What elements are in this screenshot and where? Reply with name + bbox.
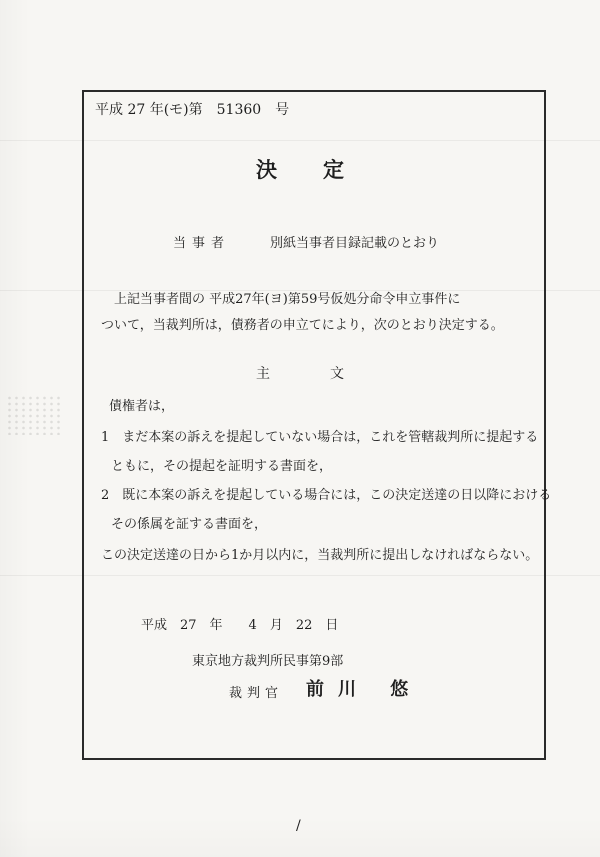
addressee: 債権者は，: [109, 399, 175, 414]
document-title: 決定: [256, 157, 390, 182]
parties-value: 別紙当事者目録記載のとおり: [270, 236, 440, 251]
judge-name: 前川 悠: [306, 679, 423, 700]
item-2-line-2: その係属を証する書面を，: [111, 517, 268, 532]
item-1-line-1: 1 まだ本案の訴えを提起していない場合は，これを管轄裁判所に提起する: [101, 430, 539, 445]
judge-title: 裁判官: [229, 686, 284, 701]
item-2-line-1: 2 既に本案の訴えを提起している場合には，この決定送達の日以降における: [101, 488, 552, 503]
item-1-line-2: ともに，その提起を証明する書面を，: [111, 459, 333, 474]
decision-date: 平成 27 年 4 月 22 日: [141, 618, 339, 633]
intro-line-2: ついて，当裁判所は，債務者の申立てにより，次のとおり決定する。: [101, 318, 504, 333]
braille-emboss: [6, 395, 64, 435]
case-number: 平成 27 年(モ)第 51360 号: [95, 102, 290, 118]
closing-sentence: この決定送達の日から1か月以内に，当裁判所に提出しなければならない。: [101, 548, 539, 563]
parties-label: 当事者: [173, 236, 231, 251]
page-number: /: [296, 818, 301, 834]
main-text-heading: 主文: [256, 366, 404, 382]
intro-line-1: 上記当事者間の 平成27年(ヨ)第59号仮処分命令申立事件に: [114, 292, 461, 307]
court-name: 東京地方裁判所民事第9部: [192, 654, 344, 669]
